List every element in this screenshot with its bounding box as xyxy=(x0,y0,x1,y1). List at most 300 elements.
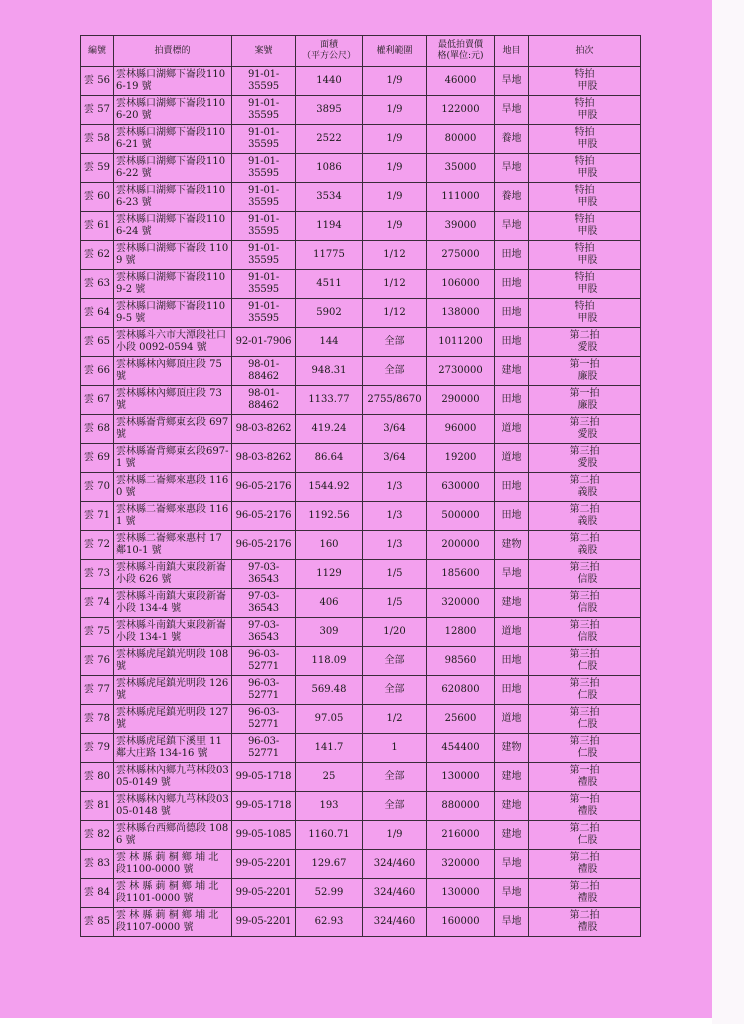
table-row xyxy=(81,444,641,473)
auction-round xyxy=(529,241,641,270)
case-number: 96-03-52771 xyxy=(232,705,296,734)
row-number: 雲 67 xyxy=(81,386,114,415)
row-number: 雲 60 xyxy=(81,183,114,212)
header-case: 案號 xyxy=(232,36,296,67)
case-number: 99-05-1718 xyxy=(232,763,296,792)
round-label: 第三拍 xyxy=(569,417,600,428)
case-number: 91-01-35595 xyxy=(232,241,296,270)
row-number: 雲 71 xyxy=(81,502,114,531)
table-row xyxy=(81,386,641,415)
round-label: 第一拍 xyxy=(569,388,600,399)
land-category: 旱地 xyxy=(495,560,529,589)
table-row xyxy=(81,821,641,850)
table-row xyxy=(81,502,641,531)
case-number: 96-03-52771 xyxy=(232,734,296,763)
row-number: 雲 81 xyxy=(81,792,114,821)
row-number: 雲 83 xyxy=(81,850,114,879)
row-number: 雲 84 xyxy=(81,879,114,908)
table-row xyxy=(81,647,641,676)
land-category: 田地 xyxy=(495,502,529,531)
auction-target: 雲林縣口湖鄉下崙段1106-24 號 xyxy=(114,212,232,241)
round-label: 第二拍 xyxy=(569,475,600,486)
court-division: 甲股 xyxy=(577,139,598,150)
row-number: 雲 70 xyxy=(81,473,114,502)
auction-target: 雲林縣口湖鄉下崙段1106-22 號 xyxy=(114,154,232,183)
land-category: 養地 xyxy=(495,125,529,154)
land-category: 田地 xyxy=(495,676,529,705)
header-price: 最低拍賣價 格(單位:元) xyxy=(427,36,495,67)
table-row xyxy=(81,154,641,183)
court-division: 甲股 xyxy=(577,110,598,121)
minimum-price: 185600 xyxy=(427,560,495,589)
rights-scope: 1/9 xyxy=(363,125,427,154)
auction-target: 雲林縣林內鄉頂庄段 73 號 xyxy=(114,386,232,415)
area-value: 419.24 xyxy=(296,415,363,444)
auction-round xyxy=(529,299,641,328)
land-category: 田地 xyxy=(495,647,529,676)
auction-target: 雲林縣林內鄉九芎林段0305-0149 號 xyxy=(114,763,232,792)
table-row xyxy=(81,908,641,937)
round-label: 第二拍 xyxy=(569,504,600,515)
row-number: 雲 66 xyxy=(81,357,114,386)
minimum-price: 39000 xyxy=(427,212,495,241)
case-number: 99-05-2201 xyxy=(232,850,296,879)
minimum-price: 620800 xyxy=(427,676,495,705)
minimum-price: 46000 xyxy=(427,67,495,96)
auction-round xyxy=(529,705,641,734)
auction-round xyxy=(529,879,641,908)
land-category: 建地 xyxy=(495,589,529,618)
table-row xyxy=(81,850,641,879)
table-row xyxy=(81,705,641,734)
round-label: 第二拍 xyxy=(569,533,600,544)
minimum-price: 111000 xyxy=(427,183,495,212)
row-number: 雲 59 xyxy=(81,154,114,183)
rights-scope: 1/2 xyxy=(363,705,427,734)
round-label: 第二拍 xyxy=(569,852,600,863)
court-division: 禮股 xyxy=(577,922,598,933)
round-label: 第三拍 xyxy=(569,620,600,631)
round-label: 特拍 xyxy=(574,272,595,283)
area-value: 948.31 xyxy=(296,357,363,386)
land-category: 建地 xyxy=(495,357,529,386)
auction-round xyxy=(529,67,641,96)
area-value: 11775 xyxy=(296,241,363,270)
auction-round xyxy=(529,473,641,502)
minimum-price: 200000 xyxy=(427,531,495,560)
header-no: 編號 xyxy=(81,36,114,67)
area-value: 141.7 xyxy=(296,734,363,763)
round-label: 第二拍 xyxy=(569,881,600,892)
case-number: 91-01-35595 xyxy=(232,125,296,154)
auction-target: 雲林縣口湖鄉下崙段1106-19 號 xyxy=(114,67,232,96)
case-number: 99-05-1718 xyxy=(232,792,296,821)
round-label: 特拍 xyxy=(574,69,595,80)
minimum-price: 96000 xyxy=(427,415,495,444)
minimum-price: 216000 xyxy=(427,821,495,850)
minimum-price: 880000 xyxy=(427,792,495,821)
row-number: 雲 57 xyxy=(81,96,114,125)
auction-round xyxy=(529,96,641,125)
auction-table xyxy=(80,35,641,937)
rights-scope: 1/9 xyxy=(363,154,427,183)
rights-scope: 1/3 xyxy=(363,531,427,560)
minimum-price: 630000 xyxy=(427,473,495,502)
court-division: 信股 xyxy=(577,603,598,614)
land-category: 養地 xyxy=(495,183,529,212)
land-category: 旱地 xyxy=(495,879,529,908)
auction-round xyxy=(529,763,641,792)
auction-target: 雲林縣虎尾鎮光明段 126 號 xyxy=(114,676,232,705)
minimum-price: 320000 xyxy=(427,589,495,618)
court-division: 禮股 xyxy=(577,806,598,817)
court-division: 廉股 xyxy=(577,371,598,382)
case-number: 99-05-1085 xyxy=(232,821,296,850)
round-label: 第三拍 xyxy=(569,591,600,602)
court-division: 愛股 xyxy=(577,429,598,440)
header-round: 拍次 xyxy=(529,36,641,67)
case-number: 98-03-8262 xyxy=(232,415,296,444)
area-value: 569.48 xyxy=(296,676,363,705)
area-value: 62.93 xyxy=(296,908,363,937)
case-number: 96-03-52771 xyxy=(232,647,296,676)
area-value: 406 xyxy=(296,589,363,618)
rights-scope: 1/5 xyxy=(363,560,427,589)
auction-round xyxy=(529,850,641,879)
case-number: 99-05-2201 xyxy=(232,908,296,937)
round-label: 第一拍 xyxy=(569,794,600,805)
auction-round xyxy=(529,647,641,676)
case-number: 97-03-36543 xyxy=(232,618,296,647)
rights-scope: 1/12 xyxy=(363,270,427,299)
table-header-row xyxy=(81,36,641,67)
minimum-price: 275000 xyxy=(427,241,495,270)
table-row xyxy=(81,676,641,705)
case-number: 91-01-35595 xyxy=(232,67,296,96)
auction-round xyxy=(529,328,641,357)
auction-target: 雲林縣斗南鎮大東段新崙小段 626 號 xyxy=(114,560,232,589)
court-division: 甲股 xyxy=(577,226,598,237)
rights-scope: 全部 xyxy=(363,792,427,821)
rights-scope: 1/12 xyxy=(363,299,427,328)
auction-round xyxy=(529,560,641,589)
row-number: 雲 73 xyxy=(81,560,114,589)
auction-round xyxy=(529,415,641,444)
minimum-price: 35000 xyxy=(427,154,495,183)
round-label: 第三拍 xyxy=(569,649,600,660)
auction-round xyxy=(529,676,641,705)
table-row xyxy=(81,531,641,560)
area-value: 3895 xyxy=(296,96,363,125)
area-value: 2522 xyxy=(296,125,363,154)
auction-round xyxy=(529,821,641,850)
table-row xyxy=(81,734,641,763)
area-value: 160 xyxy=(296,531,363,560)
round-label: 特拍 xyxy=(574,243,595,254)
auction-round xyxy=(529,531,641,560)
minimum-price: 106000 xyxy=(427,270,495,299)
auction-target: 雲林縣口湖鄉下崙段 1109 號 xyxy=(114,241,232,270)
auction-round xyxy=(529,589,641,618)
area-value: 1194 xyxy=(296,212,363,241)
table-row xyxy=(81,792,641,821)
area-value: 129.67 xyxy=(296,850,363,879)
area-value: 25 xyxy=(296,763,363,792)
court-division: 仁股 xyxy=(577,661,598,672)
auction-round xyxy=(529,792,641,821)
minimum-price: 1011200 xyxy=(427,328,495,357)
table-row xyxy=(81,96,641,125)
court-division: 愛股 xyxy=(577,458,598,469)
round-label: 第三拍 xyxy=(569,707,600,718)
row-number: 雲 68 xyxy=(81,415,114,444)
land-category: 田地 xyxy=(495,270,529,299)
court-division: 禮股 xyxy=(577,777,598,788)
round-label: 特拍 xyxy=(574,127,595,138)
minimum-price: 320000 xyxy=(427,850,495,879)
case-number: 96-03-52771 xyxy=(232,676,296,705)
round-label: 第三拍 xyxy=(569,736,600,747)
auction-target: 雲林縣口湖鄉下崙段1106-21 號 xyxy=(114,125,232,154)
rights-scope: 3/64 xyxy=(363,444,427,473)
minimum-price: 2730000 xyxy=(427,357,495,386)
minimum-price: 130000 xyxy=(427,763,495,792)
case-number: 96-05-2176 xyxy=(232,531,296,560)
minimum-price: 290000 xyxy=(427,386,495,415)
case-number: 98-03-8262 xyxy=(232,444,296,473)
table-row xyxy=(81,299,641,328)
row-number: 雲 75 xyxy=(81,618,114,647)
court-division: 愛股 xyxy=(577,342,598,353)
row-number: 雲 63 xyxy=(81,270,114,299)
area-value: 86.64 xyxy=(296,444,363,473)
auction-target: 雲林縣台西鄉尚德段 1086 號 xyxy=(114,821,232,850)
rights-scope: 全部 xyxy=(363,357,427,386)
minimum-price: 19200 xyxy=(427,444,495,473)
area-value: 5902 xyxy=(296,299,363,328)
case-number: 91-01-35595 xyxy=(232,270,296,299)
row-number: 雲 72 xyxy=(81,531,114,560)
rights-scope: 1/20 xyxy=(363,618,427,647)
row-number: 雲 82 xyxy=(81,821,114,850)
auction-round xyxy=(529,908,641,937)
land-category: 道地 xyxy=(495,415,529,444)
case-number: 96-05-2176 xyxy=(232,473,296,502)
round-label: 第二拍 xyxy=(569,910,600,921)
auction-round xyxy=(529,618,641,647)
table-row xyxy=(81,589,641,618)
rights-scope: 324/460 xyxy=(363,879,427,908)
rights-scope: 324/460 xyxy=(363,850,427,879)
land-category: 建地 xyxy=(495,792,529,821)
minimum-price: 160000 xyxy=(427,908,495,937)
case-number: 91-01-35595 xyxy=(232,96,296,125)
land-category: 田地 xyxy=(495,241,529,270)
land-category: 建物 xyxy=(495,734,529,763)
auction-target: 雲林縣口湖鄉下崙段1109-5 號 xyxy=(114,299,232,328)
minimum-price: 500000 xyxy=(427,502,495,531)
court-division: 禮股 xyxy=(577,864,598,875)
court-division: 信股 xyxy=(577,632,598,643)
auction-round xyxy=(529,154,641,183)
header-rights: 權利範圍 xyxy=(363,36,427,67)
land-category: 田地 xyxy=(495,299,529,328)
auction-round xyxy=(529,212,641,241)
area-value: 1192.56 xyxy=(296,502,363,531)
case-number: 91-01-35595 xyxy=(232,212,296,241)
table-row xyxy=(81,183,641,212)
rights-scope: 1/9 xyxy=(363,67,427,96)
round-label: 第一拍 xyxy=(569,359,600,370)
land-category: 旱地 xyxy=(495,850,529,879)
round-label: 特拍 xyxy=(574,98,595,109)
court-division: 義股 xyxy=(577,545,598,556)
row-number: 雲 76 xyxy=(81,647,114,676)
land-category: 道地 xyxy=(495,618,529,647)
header-land: 地目 xyxy=(495,36,529,67)
court-division: 甲股 xyxy=(577,313,598,324)
rights-scope: 1/5 xyxy=(363,589,427,618)
court-division: 仁股 xyxy=(577,690,598,701)
auction-target: 雲林縣虎尾鎮光明段 108 號 xyxy=(114,647,232,676)
case-number: 99-05-2201 xyxy=(232,879,296,908)
land-category: 道地 xyxy=(495,705,529,734)
table-row xyxy=(81,241,641,270)
scan-edge xyxy=(712,0,744,1024)
auction-target: 雲林縣口湖鄉下崙段1109-2 號 xyxy=(114,270,232,299)
court-division: 甲股 xyxy=(577,197,598,208)
round-label: 第二拍 xyxy=(569,823,600,834)
court-division: 甲股 xyxy=(577,81,598,92)
rights-scope: 1/3 xyxy=(363,502,427,531)
auction-round xyxy=(529,386,641,415)
minimum-price: 98560 xyxy=(427,647,495,676)
case-number: 91-01-35595 xyxy=(232,299,296,328)
land-category: 道地 xyxy=(495,444,529,473)
auction-target: 雲林縣虎尾鎮下溪里 11 鄰大庄路 134-16 號 xyxy=(114,734,232,763)
table-row xyxy=(81,763,641,792)
row-number: 雲 74 xyxy=(81,589,114,618)
case-number: 92-01-7906 xyxy=(232,328,296,357)
court-division: 仁股 xyxy=(577,835,598,846)
auction-target: 雲林縣虎尾鎮光明段 127 號 xyxy=(114,705,232,734)
rights-scope: 1/9 xyxy=(363,821,427,850)
table-row xyxy=(81,618,641,647)
row-number: 雲 69 xyxy=(81,444,114,473)
rights-scope: 1/9 xyxy=(363,96,427,125)
court-division: 甲股 xyxy=(577,255,598,266)
auction-target: 雲林縣口湖鄉下崙段1106-20 號 xyxy=(114,96,232,125)
round-label: 第三拍 xyxy=(569,446,600,457)
area-value: 1129 xyxy=(296,560,363,589)
table-row xyxy=(81,270,641,299)
auction-target: 雲林縣二崙鄉來惠段 1160 號 xyxy=(114,473,232,502)
round-label: 第二拍 xyxy=(569,330,600,341)
minimum-price: 130000 xyxy=(427,879,495,908)
auction-target: 雲林縣林內鄉九芎林段0305-0148 號 xyxy=(114,792,232,821)
auction-round xyxy=(529,444,641,473)
rights-scope: 2755/8670 xyxy=(363,386,427,415)
row-number: 雲 65 xyxy=(81,328,114,357)
minimum-price: 80000 xyxy=(427,125,495,154)
case-number: 96-05-2176 xyxy=(232,502,296,531)
case-number: 91-01-35595 xyxy=(232,154,296,183)
court-division: 仁股 xyxy=(577,719,598,730)
auction-round xyxy=(529,270,641,299)
round-label: 特拍 xyxy=(574,156,595,167)
auction-target: 雲 林 縣 莿 桐 鄉 埔 北 段1107-0000 號 xyxy=(114,908,232,937)
court-division: 禮股 xyxy=(577,893,598,904)
auction-target: 雲林縣斗南鎮大東段新崙小段 134-4 號 xyxy=(114,589,232,618)
rights-scope: 3/64 xyxy=(363,415,427,444)
auction-target: 雲 林 縣 莿 桐 鄉 埔 北 段1101-0000 號 xyxy=(114,879,232,908)
header-area: 面積 （平方公尺） xyxy=(296,36,363,67)
auction-target: 雲 林 縣 莿 桐 鄉 埔 北 段1100-0000 號 xyxy=(114,850,232,879)
case-number: 97-03-36543 xyxy=(232,589,296,618)
row-number: 雲 85 xyxy=(81,908,114,937)
auction-round xyxy=(529,734,641,763)
table-row xyxy=(81,212,641,241)
rights-scope: 全部 xyxy=(363,676,427,705)
area-value: 193 xyxy=(296,792,363,821)
court-division: 甲股 xyxy=(577,168,598,179)
auction-target: 雲林縣崙背鄉東玄段 697 號 xyxy=(114,415,232,444)
rights-scope: 全部 xyxy=(363,647,427,676)
court-division: 義股 xyxy=(577,487,598,498)
area-value: 97.05 xyxy=(296,705,363,734)
area-value: 1086 xyxy=(296,154,363,183)
area-value: 3534 xyxy=(296,183,363,212)
round-label: 特拍 xyxy=(574,185,595,196)
minimum-price: 138000 xyxy=(427,299,495,328)
area-value: 144 xyxy=(296,328,363,357)
auction-target: 雲林縣口湖鄉下崙段1106-23 號 xyxy=(114,183,232,212)
area-value: 1440 xyxy=(296,67,363,96)
area-value: 118.09 xyxy=(296,647,363,676)
land-category: 田地 xyxy=(495,328,529,357)
row-number: 雲 78 xyxy=(81,705,114,734)
court-division: 信股 xyxy=(577,574,598,585)
case-number: 97-03-36543 xyxy=(232,560,296,589)
case-number: 98-01-88462 xyxy=(232,357,296,386)
round-label: 第三拍 xyxy=(569,678,600,689)
area-value: 1133.77 xyxy=(296,386,363,415)
area-value: 52.99 xyxy=(296,879,363,908)
court-division: 義股 xyxy=(577,516,598,527)
round-label: 特拍 xyxy=(574,301,595,312)
rights-scope: 324/460 xyxy=(363,908,427,937)
court-division: 廉股 xyxy=(577,400,598,411)
row-number: 雲 62 xyxy=(81,241,114,270)
area-value: 309 xyxy=(296,618,363,647)
rights-scope: 1/3 xyxy=(363,473,427,502)
land-category: 建地 xyxy=(495,821,529,850)
area-value: 1160.71 xyxy=(296,821,363,850)
rights-scope: 1/9 xyxy=(363,183,427,212)
auction-target: 雲林縣二崙鄉來惠段 1161 號 xyxy=(114,502,232,531)
land-category: 旱地 xyxy=(495,67,529,96)
land-category: 旱地 xyxy=(495,212,529,241)
auction-round xyxy=(529,357,641,386)
auction-target: 雲林縣崙背鄉東玄段697-1 號 xyxy=(114,444,232,473)
row-number: 雲 64 xyxy=(81,299,114,328)
auction-target: 雲林縣斗六市大潭段社口小段 0092-0594 號 xyxy=(114,328,232,357)
land-category: 田地 xyxy=(495,473,529,502)
row-number: 雲 80 xyxy=(81,763,114,792)
rights-scope: 1/12 xyxy=(363,241,427,270)
row-number: 雲 79 xyxy=(81,734,114,763)
table-row xyxy=(81,328,641,357)
